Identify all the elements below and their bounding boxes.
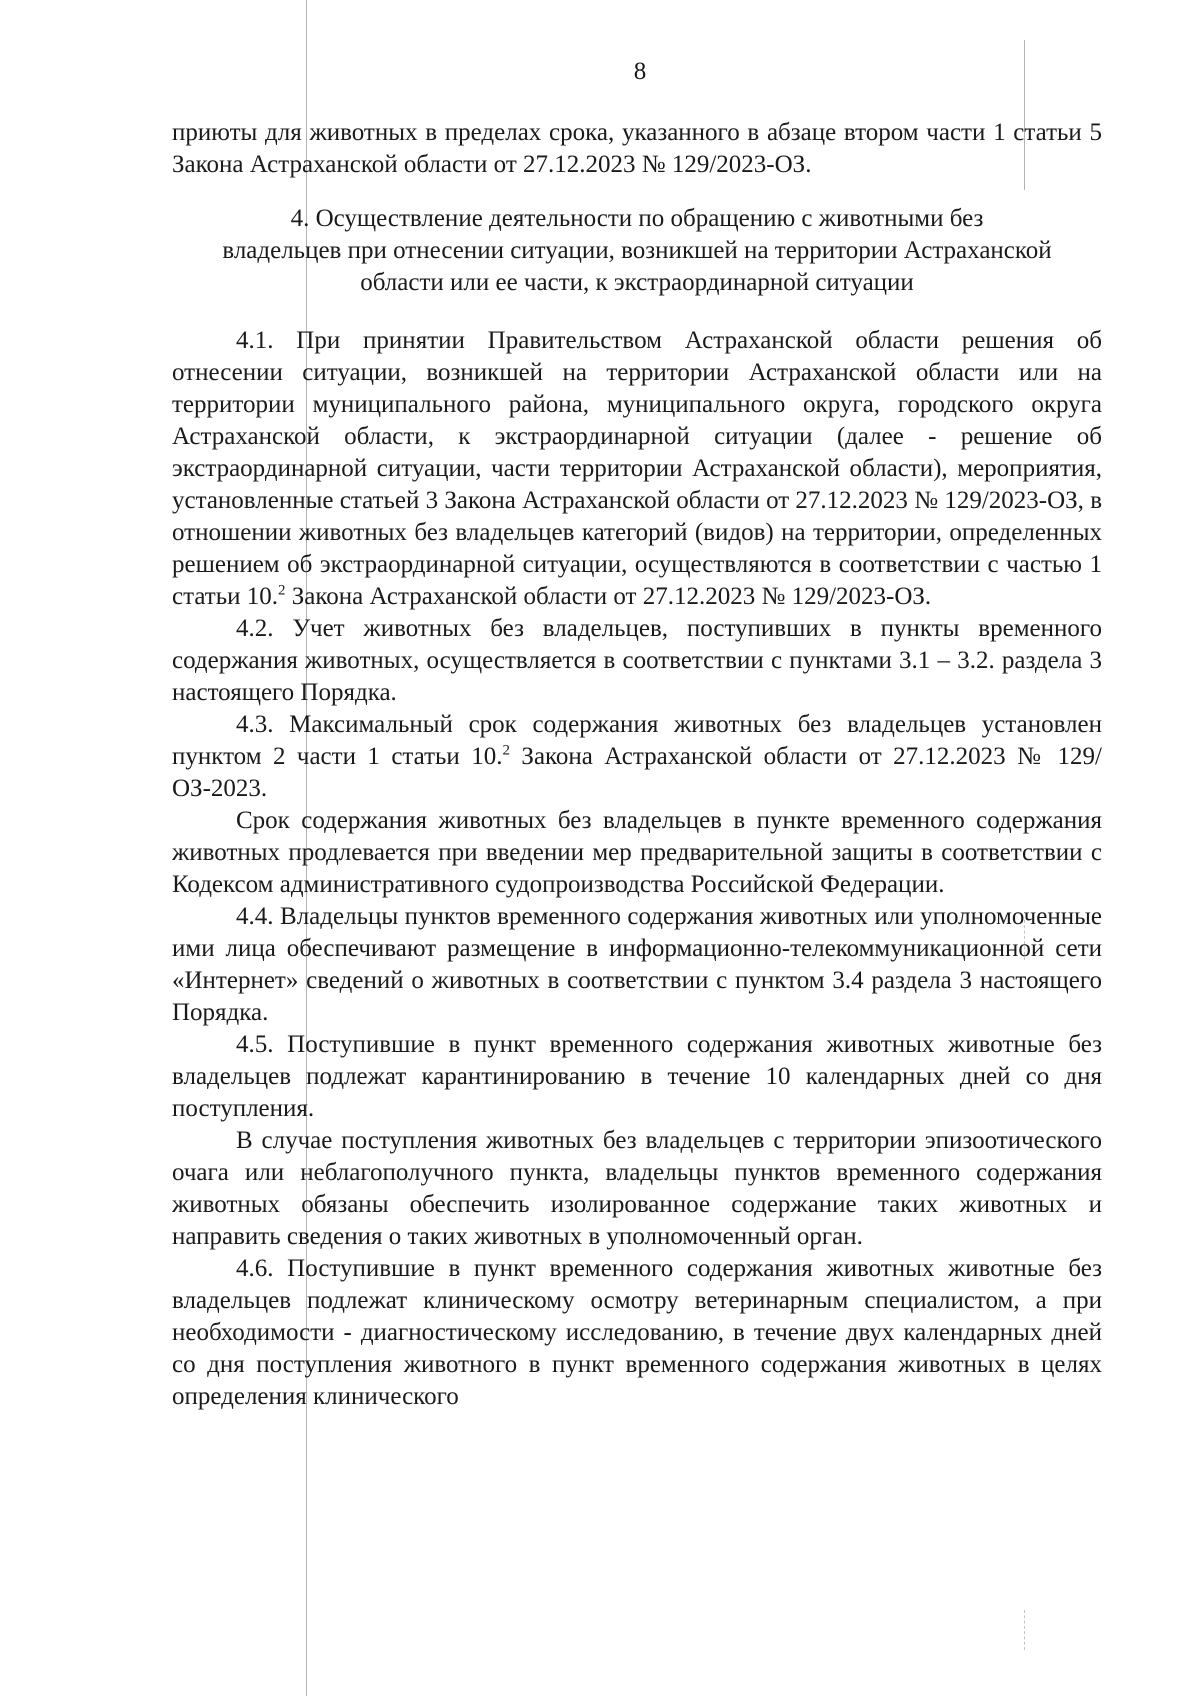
- paragraph-4-1-text: 4.1. При принятии Правительством Астраханской области решения об отнесении ситуации, возникшей на территории Астраханской области или на территории муниципального района, муниципального округа, городского округа Астраханской области, к экстраординарной ситуации (далее - решение об экстраординарной ситуации, части территории Астраханской области), мероприятия, установленные статьей 3 Закона Астраханской области от 27.12.2023 № 129/2023-ОЗ, в отношении животных без владельцев категорий (видов) на территории, определенных решением об экстраординарной ситуации, осуществляются в соответствии с частью 1 статьи 10.: [172, 327, 1102, 610]
- paragraph-4-5: 4.5. Поступившие в пункт временного содержания животных животные без владельцев подлежат карантинированию в течение 10 календарных дней со дня поступления.: [172, 1031, 1102, 1122]
- paragraph-4-3-superscript: 2: [502, 742, 510, 759]
- paragraph-4-6: 4.6. Поступившие в пункт временного содержания животных животные без владельцев подлежат клиническому осмотру ветеринарным специалистом, а при необходимости - диагностическому исследованию, в течение двух календарных дней со дня поступления животного в пункт временного содержания животных в целях определения клинического: [172, 1255, 1102, 1410]
- scan-fold-line-right-bottom: [1024, 1610, 1026, 1650]
- paragraph-4-2: 4.2. Учет животных без владельцев, поступивших в пункты временного содержания животных, осуществляется в соответствии с пунктами 3.1 – 3.2. раздела 3 настоящего Порядка.: [172, 615, 1102, 706]
- heading-line-1: 4. Осуществление деятельности по обращению с животными без: [290, 205, 984, 232]
- section-heading: [172, 203, 1102, 299]
- paragraph-4-3-text: 4.3. Максимальный срок содержания животных без владельцев установлен пунктом 2 части 1 статьи 10.: [172, 711, 1102, 770]
- page-number: 8: [633, 58, 647, 85]
- paragraph-4-3-text-end: Закона Астраханской области от 27.12.2023 № 129/ОЗ-2023.: [172, 743, 1102, 802]
- heading-line-3: области или ее части, к экстраординарной ситуации: [360, 269, 914, 296]
- paragraph-4-4: 4.4. Владельцы пунктов временного содержания животных или уполномоченные ими лица обеспечивают размещение в информационно-телекоммуникационной сети «Интернет» сведений о животных в соответствии с пунктом 3.4 раздела 3 настоящего Порядка.: [172, 903, 1102, 1026]
- paragraph-4-1-text-end: Закона Астраханской области от 27.12.2023 № 129/2023-ОЗ.: [285, 583, 932, 610]
- paragraph-4-3: [172, 709, 1102, 805]
- paragraph-4-1-superscript: 2: [277, 582, 286, 599]
- paragraph-4-1: [172, 325, 1102, 613]
- document-body: [172, 117, 1102, 1413]
- heading-line-2: владельцев при отнесении ситуации, возникшей на территории Астраханской: [222, 237, 1052, 264]
- paragraph-4-3-continued: Срок содержания животных без владельцев в пункте временного содержания животных продлевается при введении мер предварительной защиты в соответствии с Кодексом административного судопроизводства Российской Федерации.: [172, 807, 1102, 898]
- intro-paragraph: приюты для животных в пределах срока, указанного в абзаце втором части 1 статьи 5 Закона Астраханской области от 27.12.2023 № 129/2023-ОЗ.: [172, 119, 1102, 178]
- paragraph-4-5-continued: В случае поступления животных без владельцев с территории эпизоотического очага или неблагополучного пункта, владельцы пунктов временного содержания животных обязаны обеспечить изолированное содержание таких животных и направить сведения о таких животных в уполномоченный орган.: [172, 1127, 1102, 1250]
